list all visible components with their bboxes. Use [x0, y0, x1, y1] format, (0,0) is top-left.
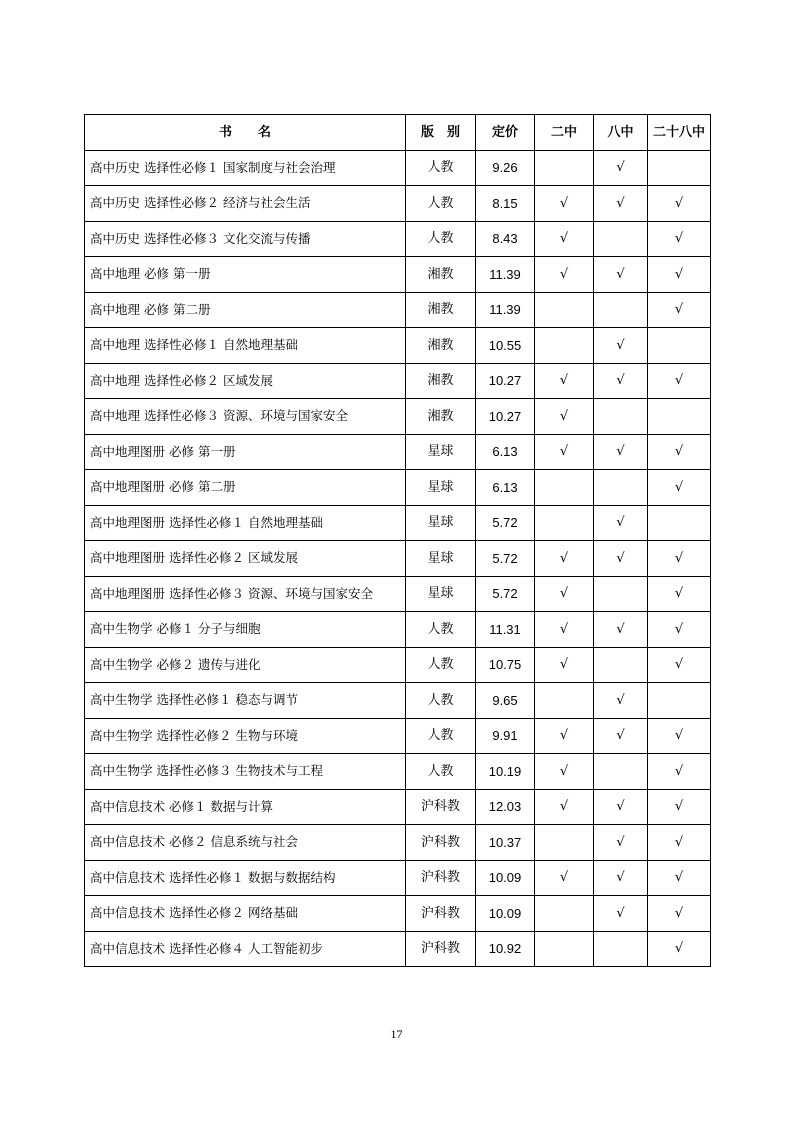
table-row — [85, 505, 711, 541]
table-row — [85, 860, 711, 896]
school-8-check-cell: √ — [594, 363, 648, 399]
school-2-check-cell: √ — [535, 612, 594, 648]
price-cell: 6.13 — [476, 470, 535, 506]
header-school-8: 八中 — [594, 115, 648, 151]
edition-cell: 人教 — [406, 647, 476, 683]
school-8-check-cell: √ — [594, 612, 648, 648]
price-cell: 8.15 — [476, 186, 535, 222]
table-row — [85, 576, 711, 612]
price-cell: 10.09 — [476, 896, 535, 932]
price-cell: 10.27 — [476, 363, 535, 399]
price-cell: 11.39 — [476, 257, 535, 293]
school-28-check-cell: √ — [648, 931, 711, 967]
price-cell: 10.19 — [476, 754, 535, 790]
book-name-cell: 高中地理 选择性必修２ 区域发展 — [85, 363, 406, 399]
edition-cell: 沪科教 — [406, 789, 476, 825]
edition-cell: 星球 — [406, 576, 476, 612]
edition-cell: 人教 — [406, 221, 476, 257]
edition-cell: 沪科教 — [406, 896, 476, 932]
header-school-2: 二中 — [535, 115, 594, 151]
table-row — [85, 718, 711, 754]
book-name-cell: 高中地理图册 选择性必修３ 资源、环境与国家安全 — [85, 576, 406, 612]
school-8-check-cell: √ — [594, 718, 648, 754]
table-header-row — [85, 115, 711, 151]
book-name-cell: 高中生物学 选择性必修１ 稳态与调节 — [85, 683, 406, 719]
school-2-check-cell: √ — [535, 221, 594, 257]
table-row — [85, 612, 711, 648]
book-name-cell: 高中地理 必修 第二册 — [85, 292, 406, 328]
price-cell: 8.43 — [476, 221, 535, 257]
school-2-check-cell: √ — [535, 754, 594, 790]
school-8-check-cell: √ — [594, 434, 648, 470]
school-2-check-cell: √ — [535, 860, 594, 896]
school-2-check-cell: √ — [535, 541, 594, 577]
school-8-check-cell — [594, 576, 648, 612]
school-28-check-cell — [648, 328, 711, 364]
book-name-cell: 高中历史 选择性必修１ 国家制度与社会治理 — [85, 150, 406, 186]
edition-cell: 星球 — [406, 541, 476, 577]
school-8-check-cell: √ — [594, 825, 648, 861]
edition-cell: 人教 — [406, 754, 476, 790]
book-name-cell: 高中信息技术 必修１ 数据与计算 — [85, 789, 406, 825]
price-cell: 10.55 — [476, 328, 535, 364]
book-name-cell: 高中生物学 选择性必修３ 生物技术与工程 — [85, 754, 406, 790]
table-body — [85, 150, 711, 967]
price-cell: 11.31 — [476, 612, 535, 648]
textbook-table — [84, 114, 711, 967]
book-name-cell: 高中地理图册 必修 第二册 — [85, 470, 406, 506]
table-row — [85, 647, 711, 683]
edition-cell: 湘教 — [406, 292, 476, 328]
school-8-check-cell — [594, 470, 648, 506]
school-8-check-cell: √ — [594, 789, 648, 825]
school-28-check-cell: √ — [648, 186, 711, 222]
school-8-check-cell — [594, 399, 648, 435]
table-row — [85, 896, 711, 932]
table-row — [85, 292, 711, 328]
price-cell: 9.91 — [476, 718, 535, 754]
school-2-check-cell: √ — [535, 434, 594, 470]
book-name-cell: 高中地理图册 选择性必修２ 区域发展 — [85, 541, 406, 577]
school-2-check-cell — [535, 825, 594, 861]
table-row — [85, 399, 711, 435]
table-row — [85, 257, 711, 293]
school-28-check-cell: √ — [648, 860, 711, 896]
edition-cell: 人教 — [406, 150, 476, 186]
book-name-cell: 高中信息技术 选择性必修２ 网络基础 — [85, 896, 406, 932]
table-row — [85, 825, 711, 861]
edition-cell: 沪科教 — [406, 931, 476, 967]
table-row — [85, 541, 711, 577]
price-cell: 12.03 — [476, 789, 535, 825]
table-row — [85, 683, 711, 719]
price-cell: 10.37 — [476, 825, 535, 861]
price-cell: 9.26 — [476, 150, 535, 186]
school-8-check-cell — [594, 754, 648, 790]
school-8-check-cell: √ — [594, 541, 648, 577]
price-cell: 5.72 — [476, 541, 535, 577]
table-row — [85, 221, 711, 257]
school-28-check-cell — [648, 505, 711, 541]
edition-cell: 湘教 — [406, 257, 476, 293]
edition-cell: 星球 — [406, 505, 476, 541]
table-row — [85, 470, 711, 506]
book-name-cell: 高中地理图册 必修 第一册 — [85, 434, 406, 470]
school-8-check-cell — [594, 647, 648, 683]
school-2-check-cell: √ — [535, 186, 594, 222]
book-name-cell: 高中地理 选择性必修３ 资源、环境与国家安全 — [85, 399, 406, 435]
header-school-28: 二十八中 — [648, 115, 711, 151]
school-28-check-cell: √ — [648, 612, 711, 648]
school-28-check-cell — [648, 150, 711, 186]
book-name-cell: 高中地理 选择性必修１ 自然地理基础 — [85, 328, 406, 364]
table-row — [85, 328, 711, 364]
school-2-check-cell — [535, 896, 594, 932]
page-number: 17 — [390, 1027, 403, 1041]
school-8-check-cell: √ — [594, 896, 648, 932]
school-28-check-cell: √ — [648, 470, 711, 506]
price-cell: 10.92 — [476, 931, 535, 967]
school-8-check-cell — [594, 292, 648, 328]
table-row — [85, 150, 711, 186]
school-28-check-cell: √ — [648, 292, 711, 328]
price-cell: 10.27 — [476, 399, 535, 435]
school-28-check-cell: √ — [648, 576, 711, 612]
edition-cell: 湘教 — [406, 328, 476, 364]
price-cell: 5.72 — [476, 505, 535, 541]
school-8-check-cell — [594, 931, 648, 967]
edition-cell: 沪科教 — [406, 860, 476, 896]
school-28-check-cell: √ — [648, 221, 711, 257]
school-2-check-cell — [535, 683, 594, 719]
price-cell: 5.72 — [476, 576, 535, 612]
school-2-check-cell: √ — [535, 647, 594, 683]
school-2-check-cell: √ — [535, 576, 594, 612]
header-price: 定价 — [476, 115, 535, 151]
school-2-check-cell — [535, 931, 594, 967]
book-name-cell: 高中生物学 必修２ 遗传与进化 — [85, 647, 406, 683]
book-name-cell: 高中生物学 必修１ 分子与细胞 — [85, 612, 406, 648]
price-cell: 11.39 — [476, 292, 535, 328]
school-8-check-cell: √ — [594, 257, 648, 293]
table-row — [85, 363, 711, 399]
school-8-check-cell: √ — [594, 328, 648, 364]
book-name-cell: 高中生物学 选择性必修２ 生物与环境 — [85, 718, 406, 754]
school-8-check-cell: √ — [594, 505, 648, 541]
header-edition: 版 别 — [406, 115, 476, 151]
school-8-check-cell: √ — [594, 186, 648, 222]
edition-cell: 人教 — [406, 612, 476, 648]
book-name-cell: 高中地理图册 选择性必修１ 自然地理基础 — [85, 505, 406, 541]
edition-cell: 星球 — [406, 470, 476, 506]
table-row — [85, 186, 711, 222]
book-name-cell: 高中历史 选择性必修２ 经济与社会生活 — [85, 186, 406, 222]
school-2-check-cell — [535, 505, 594, 541]
table-row — [85, 789, 711, 825]
edition-cell: 人教 — [406, 718, 476, 754]
edition-cell: 沪科教 — [406, 825, 476, 861]
school-2-check-cell: √ — [535, 363, 594, 399]
book-name-cell: 高中信息技术 选择性必修４ 人工智能初步 — [85, 931, 406, 967]
school-28-check-cell: √ — [648, 647, 711, 683]
edition-cell: 人教 — [406, 683, 476, 719]
school-2-check-cell — [535, 328, 594, 364]
school-28-check-cell: √ — [648, 825, 711, 861]
edition-cell: 湘教 — [406, 363, 476, 399]
edition-cell: 人教 — [406, 186, 476, 222]
table-row — [85, 434, 711, 470]
school-2-check-cell — [535, 292, 594, 328]
table-row — [85, 754, 711, 790]
school-2-check-cell: √ — [535, 718, 594, 754]
school-28-check-cell — [648, 399, 711, 435]
book-name-cell: 高中信息技术 必修２ 信息系统与社会 — [85, 825, 406, 861]
school-8-check-cell — [594, 221, 648, 257]
school-28-check-cell: √ — [648, 789, 711, 825]
school-8-check-cell: √ — [594, 683, 648, 719]
school-28-check-cell — [648, 683, 711, 719]
school-28-check-cell: √ — [648, 257, 711, 293]
price-cell: 9.65 — [476, 683, 535, 719]
school-28-check-cell: √ — [648, 718, 711, 754]
school-2-check-cell — [535, 150, 594, 186]
header-book-name: 书 名 — [85, 115, 406, 151]
school-28-check-cell: √ — [648, 434, 711, 470]
school-28-check-cell: √ — [648, 541, 711, 577]
price-cell: 10.09 — [476, 860, 535, 896]
school-8-check-cell: √ — [594, 150, 648, 186]
school-2-check-cell — [535, 470, 594, 506]
book-name-cell: 高中历史 选择性必修３ 文化交流与传播 — [85, 221, 406, 257]
school-28-check-cell: √ — [648, 896, 711, 932]
edition-cell: 星球 — [406, 434, 476, 470]
table-row — [85, 931, 711, 967]
book-name-cell: 高中信息技术 选择性必修１ 数据与数据结构 — [85, 860, 406, 896]
price-cell: 10.75 — [476, 647, 535, 683]
price-cell: 6.13 — [476, 434, 535, 470]
school-2-check-cell: √ — [535, 399, 594, 435]
school-8-check-cell: √ — [594, 860, 648, 896]
school-28-check-cell: √ — [648, 754, 711, 790]
school-2-check-cell: √ — [535, 257, 594, 293]
school-2-check-cell: √ — [535, 789, 594, 825]
edition-cell: 湘教 — [406, 399, 476, 435]
school-28-check-cell: √ — [648, 363, 711, 399]
book-name-cell: 高中地理 必修 第一册 — [85, 257, 406, 293]
